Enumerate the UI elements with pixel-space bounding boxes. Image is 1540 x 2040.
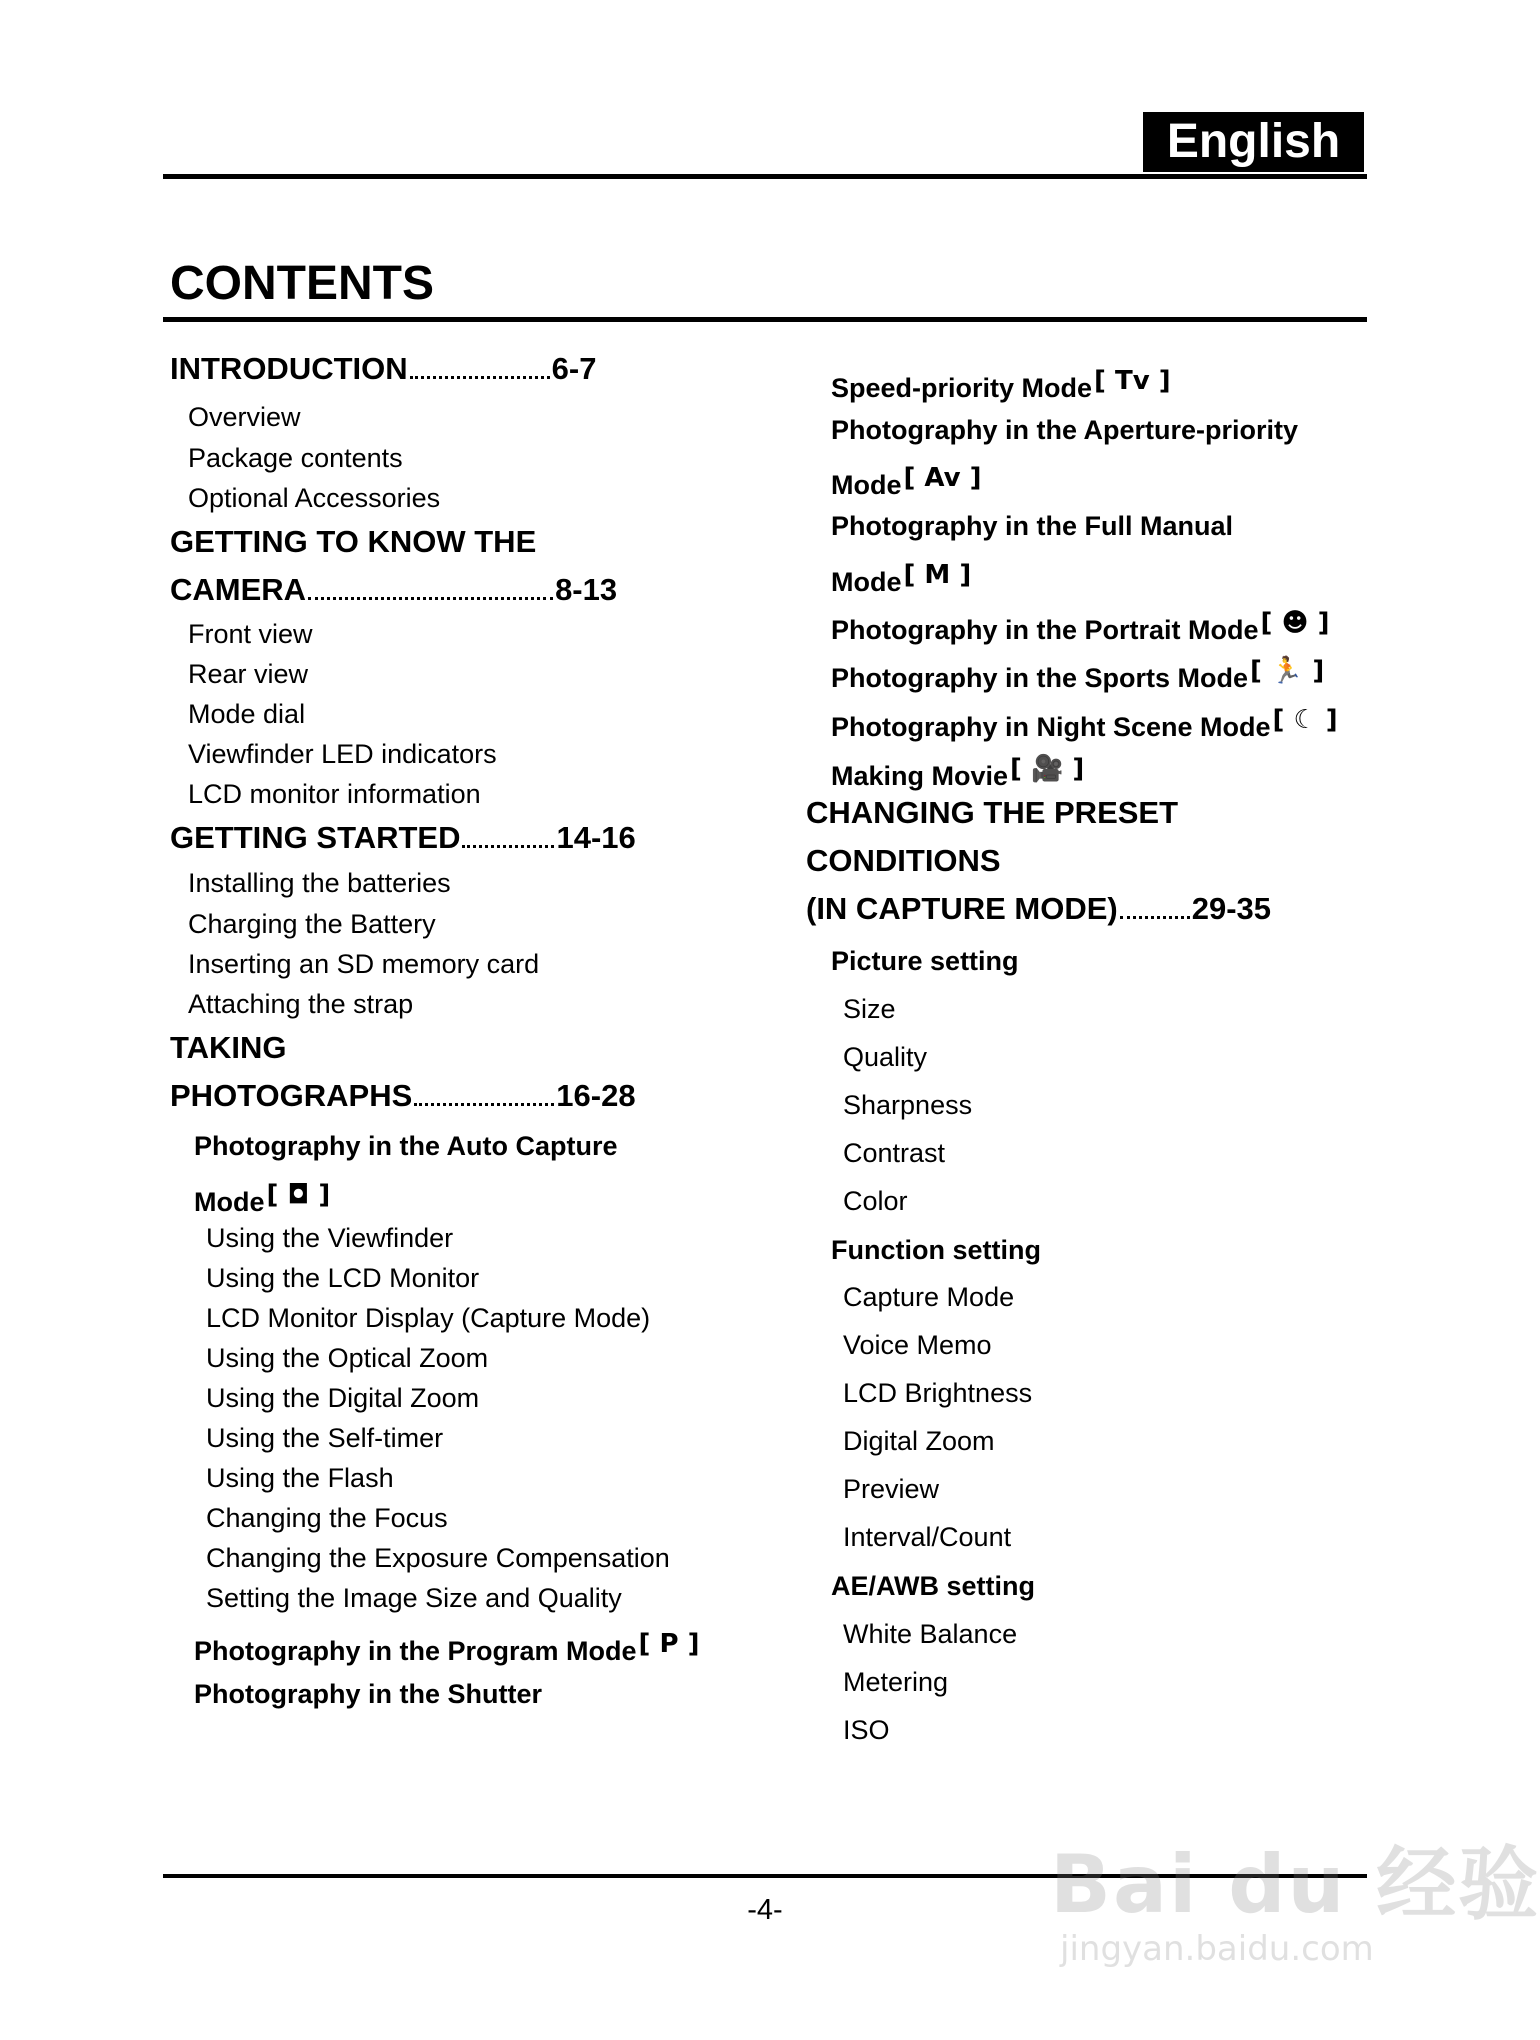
toc-entry-text: GETTING STARTED — [170, 820, 461, 855]
toc-subitem — [843, 1140, 945, 1167]
toc-entry-text: Package contents — [188, 443, 403, 473]
toc-chapter — [170, 822, 636, 853]
toc-entry-text: Photography in the Portrait Mode — [831, 615, 1259, 645]
toc-entry-text: TAKING — [170, 1030, 287, 1065]
toc-entry-text: Quality — [843, 1042, 928, 1072]
toc-section — [831, 417, 1298, 444]
toc-entry-text: Metering — [843, 1667, 949, 1697]
toc-entry-text: Installing the batteries — [188, 868, 451, 898]
toc-entry-text: Color — [843, 1186, 908, 1216]
toc-section — [170, 1032, 287, 1063]
toc-entry-text: Rear view — [188, 659, 309, 689]
toc-entry-text: Attaching the strap — [188, 989, 414, 1019]
toc-entry-text: AE/AWB setting — [831, 1571, 1036, 1601]
toc-subitem — [206, 1345, 488, 1372]
toc-entry-text: Capture Mode — [843, 1282, 1015, 1312]
toc-section — [831, 756, 1084, 790]
toc-subitem — [843, 1476, 939, 1503]
page-range: 8-13 — [555, 572, 618, 607]
toc-subitem — [188, 781, 481, 808]
toc-entry-text: Setting the Image Size and Quality — [206, 1583, 622, 1613]
toc-entry-text: Using the Optical Zoom — [206, 1343, 489, 1373]
toc-entry-text: Contrast — [843, 1138, 946, 1168]
toc-chapter — [170, 1080, 636, 1111]
toc-chapter — [170, 574, 617, 605]
toc-subitem — [206, 1585, 622, 1612]
toc-subitem — [843, 1669, 948, 1696]
toc-subitem — [843, 1092, 972, 1119]
toc-entry-text: Charging the Battery — [188, 909, 436, 939]
dot-leader — [410, 368, 550, 379]
toc-section — [831, 707, 1338, 741]
language-badge: English — [1143, 112, 1364, 172]
toc-entry-text: Overview — [188, 402, 301, 432]
toc-section — [831, 658, 1324, 692]
toc-subitem — [843, 1332, 992, 1359]
toc-section — [806, 797, 1178, 828]
toc-entry-text: LCD Brightness — [843, 1378, 1033, 1408]
toc-entry-text: LCD monitor information — [188, 779, 481, 809]
toc-subitem — [188, 741, 497, 768]
dot-leader — [308, 589, 553, 600]
toc-entry-text: ISO — [843, 1715, 890, 1745]
toc-subitem — [843, 1380, 1032, 1407]
toc-subitem — [843, 1524, 1011, 1551]
toc-entry-text: PHOTOGRAPHS — [170, 1078, 413, 1113]
toc-entry-text: CAMERA — [170, 572, 307, 607]
toc-entry-text: Digital Zoom — [843, 1426, 995, 1456]
tv-mode-icon: [ Tv ] — [1094, 366, 1171, 396]
manual-mode-icon: [ M ] — [903, 560, 972, 590]
av-mode-icon: [ Av ] — [903, 463, 982, 493]
toc-subitem — [188, 485, 440, 512]
toc-subitem — [206, 1225, 453, 1252]
toc-subitem — [843, 1717, 890, 1744]
toc-chapter — [806, 893, 1271, 924]
toc-subitem — [188, 701, 305, 728]
toc-entry-text: Changing the Exposure Compensation — [206, 1543, 670, 1573]
toc-entry-text: Using the Self-timer — [206, 1423, 444, 1453]
toc-entry-text: Optional Accessories — [188, 483, 441, 513]
toc-entry-text: Using the LCD Monitor — [206, 1263, 480, 1293]
program-mode-icon: [ P ] — [638, 1629, 700, 1659]
toc-subitem — [206, 1425, 443, 1452]
toc-entry-text: Using the Viewfinder — [206, 1223, 454, 1253]
toc-section — [806, 845, 1001, 876]
page-range: 14-16 — [556, 820, 636, 855]
toc-entry-text: Interval/Count — [843, 1522, 1012, 1552]
toc-entry-text: Viewfinder LED indicators — [188, 739, 497, 769]
sports-mode-icon: [ 🏃 ] — [1250, 656, 1325, 686]
portrait-mode-icon: [ ☻ ] — [1260, 608, 1330, 638]
toc-subitem — [206, 1545, 670, 1572]
dot-leader — [1120, 908, 1190, 919]
toc-section — [194, 1631, 699, 1665]
toc-subitem — [206, 1385, 479, 1412]
watermark — [1050, 1820, 1540, 1969]
toc-section — [170, 526, 536, 557]
toc-subitem — [188, 445, 403, 472]
toc-entry-text: Photography in the Shutter — [194, 1679, 542, 1709]
toc-entry-text: Using the Digital Zoom — [206, 1383, 480, 1413]
toc-entry-text: Speed-priority Mode — [831, 373, 1093, 403]
toc-entry-text: LCD Monitor Display (Capture Mode) — [206, 1303, 651, 1333]
toc-subitem — [206, 1505, 448, 1532]
page-range: 29-35 — [1191, 891, 1272, 926]
toc-section — [831, 610, 1330, 644]
toc-chapter — [170, 353, 596, 384]
toc-subitem — [188, 991, 413, 1018]
toc-section — [831, 465, 982, 499]
toc-entry-text: Photography in the Full Manual — [831, 511, 1233, 541]
toc-entry-text: Using the Flash — [206, 1463, 394, 1493]
toc-subitem — [188, 661, 308, 688]
toc-subitem — [206, 1305, 650, 1332]
toc-entry-text: Size — [843, 994, 896, 1024]
toc-subitem — [843, 1188, 908, 1215]
toc-entry-text: Making Movie — [831, 761, 1009, 791]
toc-section — [831, 562, 971, 596]
toc-section — [194, 1133, 617, 1160]
toc-section — [831, 1237, 1041, 1264]
movie-icon: [ 🎥 ] — [1010, 754, 1085, 784]
toc-entry-text: Photography in Night Scene Mode — [831, 712, 1271, 742]
toc-section — [831, 368, 1171, 402]
toc-entry-text: Photography in the Aperture-priority — [831, 415, 1299, 445]
toc-entry-text: Photography in the Program Mode — [194, 1636, 637, 1666]
page-range: 6-7 — [551, 351, 597, 386]
toc-subitem — [843, 1621, 1017, 1648]
toc-entry-text: Picture setting — [831, 946, 1019, 976]
toc-entry-text: Mode dial — [188, 699, 306, 729]
toc-subitem — [188, 951, 539, 978]
page-range: 16-28 — [556, 1078, 636, 1113]
watermark-url: jingyan.baidu.com — [1060, 1929, 1374, 1969]
toc-subitem — [206, 1265, 479, 1292]
toc-entry-text: (IN CAPTURE MODE) — [806, 891, 1118, 926]
page-number: -4- — [747, 1894, 783, 1926]
dot-leader — [414, 1095, 554, 1106]
title-rule — [163, 317, 1367, 322]
toc-section — [831, 1573, 1035, 1600]
toc-section — [194, 1182, 330, 1216]
toc-subitem — [206, 1465, 394, 1492]
toc-subitem — [188, 870, 451, 897]
header-rule — [163, 174, 1367, 179]
toc-entry-text: Changing the Focus — [206, 1503, 448, 1533]
watermark-brand: Bai du 经验 — [1050, 1838, 1540, 1931]
toc-subitem — [188, 404, 301, 431]
toc-subitem — [843, 1044, 927, 1071]
toc-entry-text: Mode — [831, 567, 902, 597]
toc-entry-text: White Balance — [843, 1619, 1018, 1649]
toc-entry-text: INTRODUCTION — [170, 351, 408, 386]
toc-subitem — [188, 911, 436, 938]
toc-entry-text: Photography in the Auto Capture — [194, 1131, 618, 1161]
toc-entry-text: Mode — [831, 470, 902, 500]
toc-entry-text: CHANGING THE PRESET — [806, 795, 1179, 830]
toc-entry-text: GETTING TO KNOW THE — [170, 524, 537, 559]
toc-subitem — [843, 1428, 995, 1455]
night-scene-icon: [ ☾ ] — [1272, 705, 1338, 735]
toc-entry-text: Preview — [843, 1474, 940, 1504]
toc-section — [831, 513, 1233, 540]
toc-entry-text: Inserting an SD memory card — [188, 949, 540, 979]
dot-leader — [462, 837, 554, 848]
toc-entry-text: CONDITIONS — [806, 843, 1001, 878]
auto-mode-icon: [ ◘ ] — [266, 1180, 331, 1210]
toc-entry-text: Sharpness — [843, 1090, 973, 1120]
page-title: CONTENTS — [170, 257, 434, 310]
toc-entry-text: Function setting — [831, 1235, 1041, 1265]
toc-entry-text: Front view — [188, 619, 313, 649]
toc-entry-text: Mode — [194, 1187, 265, 1217]
toc-subitem — [843, 1284, 1014, 1311]
toc-section — [831, 948, 1019, 975]
toc-subitem — [843, 996, 896, 1023]
toc-subitem — [188, 621, 313, 648]
toc-entry-text: Voice Memo — [843, 1330, 992, 1360]
toc-entry-text: Photography in the Sports Mode — [831, 663, 1248, 693]
toc-section — [194, 1681, 542, 1708]
